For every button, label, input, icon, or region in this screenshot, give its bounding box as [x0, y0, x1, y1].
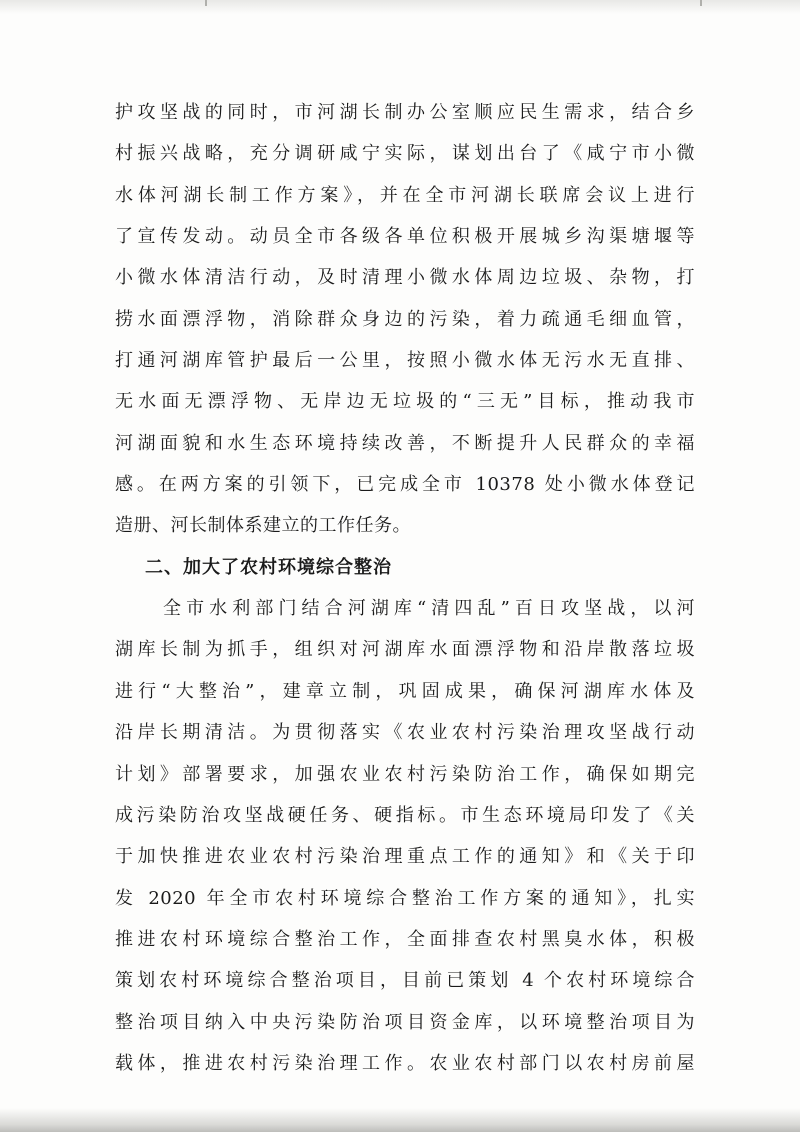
- paragraph-line: 小微水体清洁行动，及时清理小微水体周边垃圾、杂物，打: [115, 267, 695, 289]
- scan-edge-top: [0, 0, 800, 14]
- paragraph-line: 推进农村环境综合整治工作，全面排查农村黑臭水体，积极: [115, 928, 695, 950]
- paragraph-line: 策划农村环境综合整治项目，目前已策划 4 个农村环境综合: [115, 970, 695, 992]
- paragraph-line: 感。在两方案的引领下，已完成全市 10378 处小微水体登记: [115, 474, 695, 496]
- paragraph-line: 村振兴战略，充分调研咸宁实际，谋划出台了《咸宁市小微: [115, 143, 695, 165]
- scan-mark: [205, 0, 207, 6]
- scan-edge-bottom: [0, 1108, 800, 1132]
- paragraph-line: 打通河湖库管护最后一公里，按照小微水体无污水无直排、: [115, 350, 695, 372]
- document-body: [115, 92, 695, 1084]
- paragraph-line: 了宣传发动。动员全市各级各单位积极开展城乡沟渠塘堰等: [115, 226, 695, 248]
- paragraph-line: 沿岸长期清洁。为贯彻落实《农业农村污染治理攻坚战行动: [115, 722, 695, 744]
- paragraph-line: 计划》部署要求，加强农业农村污染防治工作，确保如期完: [115, 763, 695, 785]
- scan-mark: [700, 0, 702, 6]
- paragraph-line: 水体河湖长制工作方案》，并在全市河湖长联席会议上进行: [115, 184, 695, 206]
- paragraph-line: 整治项目纳入中央污染防治项目资金库，以环境整治项目为: [115, 1011, 695, 1033]
- paragraph-line: 进行“大整治”，建章立制，巩固成果，确保河湖库水体及: [115, 680, 695, 702]
- section-heading: 二、加大了农村环境综合整治: [145, 556, 392, 578]
- paragraph-line: 河湖面貌和水生态环境持续改善，不断提升人民群众的幸福: [115, 432, 695, 454]
- paragraph-line: 造册、河长制体系建立的工作任务。: [115, 515, 411, 537]
- paragraph-line: 于加快推进农业农村污染治理重点工作的通知》和《关于印: [115, 846, 695, 868]
- paragraph-line: 成污染防治攻坚战硬任务、硬指标。市生态环境局印发了《关: [115, 804, 695, 826]
- paragraph-line: 捞水面漂浮物，消除群众身边的污染，着力疏通毛细血管，: [115, 308, 695, 330]
- paragraph-line: 无水面无漂浮物、无岸边无垃圾的“三无”目标，推动我市: [115, 391, 695, 413]
- paragraph-line: 发 2020 年全市农村环境综合整治工作方案的通知》，扎实: [115, 887, 695, 909]
- paragraph-line: 护攻坚战的同时，市河湖长制办公室顺应民生需求，结合乡: [115, 102, 695, 123]
- paragraph-line: 载体，推进农村污染治理工作。农业农村部门以农村房前屋: [115, 1052, 695, 1074]
- paragraph-line: 全市水利部门结合河湖库“清四乱”百日攻坚战，以河: [163, 598, 695, 620]
- paragraph-line: 湖库长制为抓手，组织对河湖库水面漂浮物和沿岸散落垃圾: [115, 639, 695, 661]
